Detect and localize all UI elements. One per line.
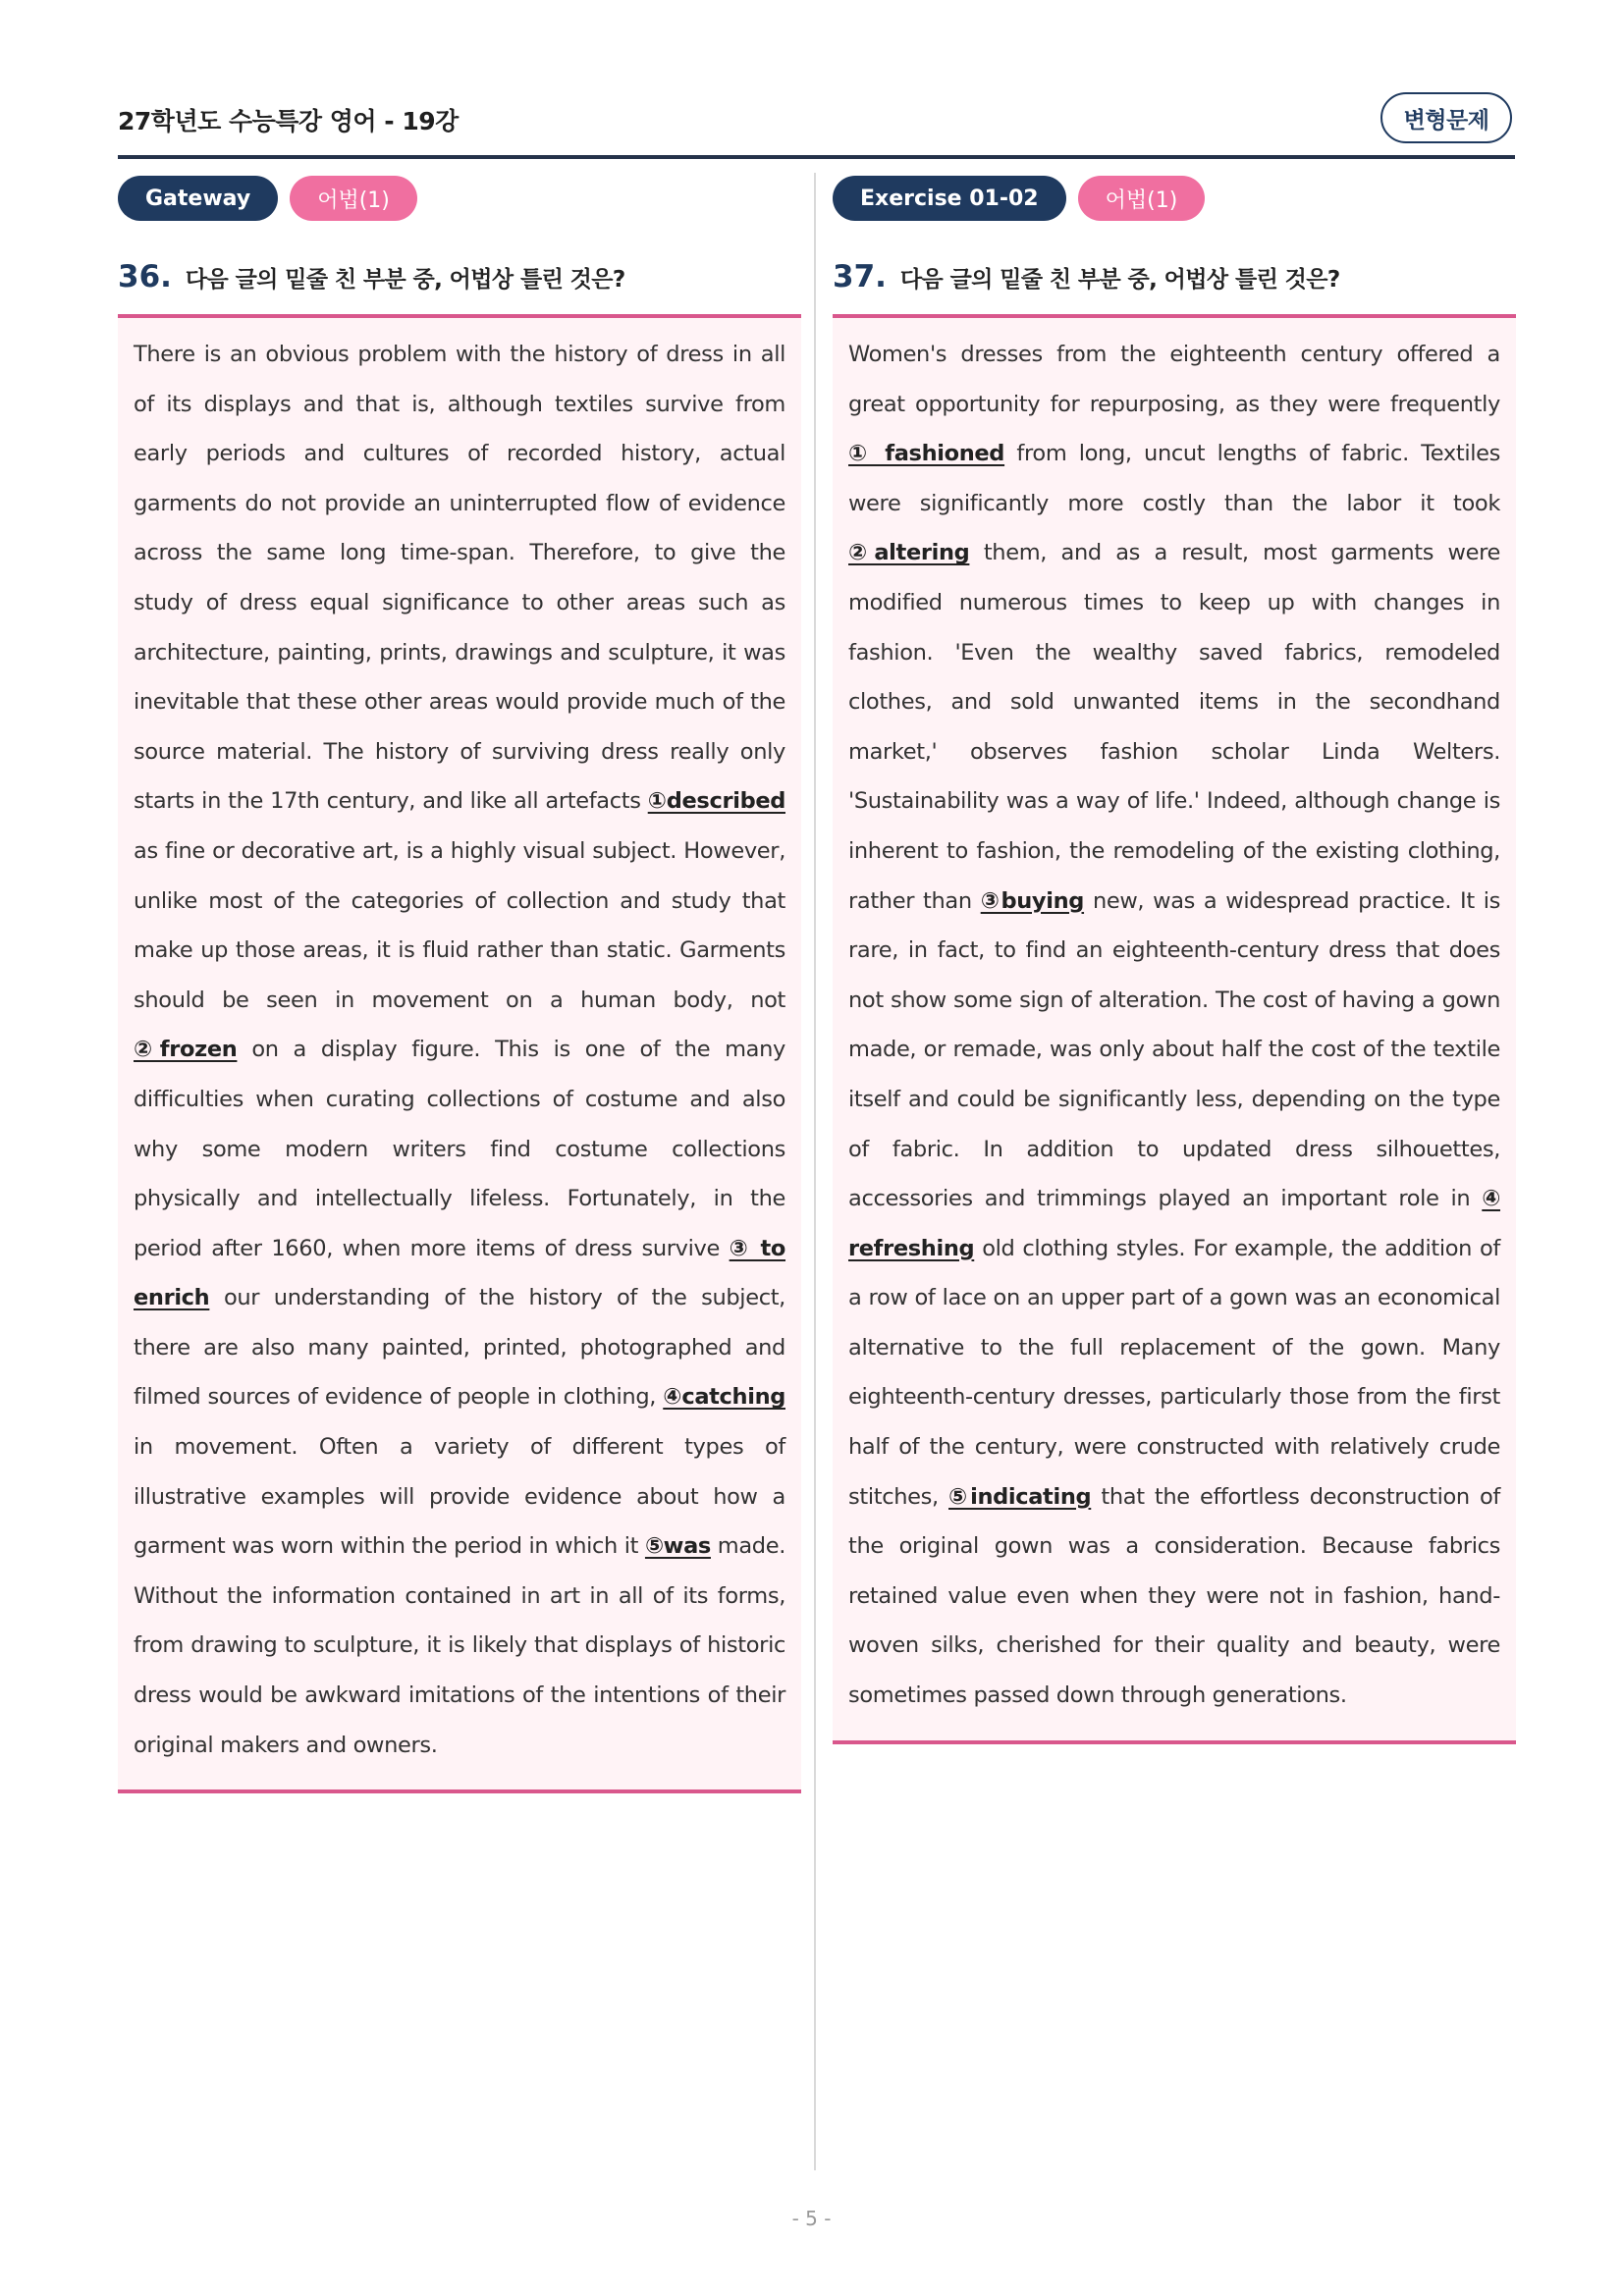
page-header-title: 27학년도 수능특강 영어 - 19강 bbox=[118, 107, 459, 135]
passage-text: old clothing styles. For example, the addition of a row of lace on an upper part of a gown was an economical alternative to the full replacement of the gown. Many eighteenth-century dresses, particularly those from the first half of the century, were constructed with relatively crude stitches, bbox=[848, 1235, 1500, 1510]
grammar-tag: 어법(1) bbox=[290, 176, 417, 221]
underlined-choice-5: ⑤was bbox=[644, 1533, 711, 1560]
grammar-tag: 어법(1) bbox=[1078, 176, 1206, 221]
passage-text: from long, uncut lengths of fabric. Textiles were significantly more costly than the labor it took bbox=[848, 441, 1500, 516]
underlined-choice-2: ②frozen bbox=[134, 1037, 238, 1063]
passage-text: new, was a widespread practice. It is rare, in fact, to find an eighteenth-century dress that does not show some sign of alteration. The cost of having a gown made, or remade, was only about half the cost of the textile itself and could be significantly less, depending on the type of fabric. In addition to updated dress silhouettes, accessories and trimmings played an important role in bbox=[848, 887, 1501, 1212]
passage-text: in movement. Often a variety of different types of illustrative examples will provide evidence about how a garment was worn within the period in which it bbox=[134, 1434, 785, 1560]
passage-text: them, and as a result, most garments were modified numerous times to keep up with changes in fashion. 'Even the wealthy saved fabrics, remodeled clothes, and sold unwanted items in the secondhand market,' observes fashion scholar Linda Welters. 'Sustainability was a way of life.' Indeed, although change is inherent to fashion, the remodeling of the existing clothing, rather than bbox=[848, 540, 1500, 914]
passage-text: as fine or decorative art, is a highly visual subject. However, unlike most of the categories of collection and study that make up those areas, it is fluid rather than static. Garments should be seen in movement on a human body, not bbox=[134, 837, 785, 1013]
underlined-choice-5: ⑤indicating bbox=[948, 1483, 1092, 1510]
passage-bottom-rule bbox=[833, 1740, 1516, 1744]
passage-text: that the effortless deconstruction of the original gown was a consideration. Because fabrics retained value even when they were not in fashion, hand-woven silks, cherished for their quality and beauty, were sometimes passed down through generations. bbox=[848, 1483, 1500, 1709]
question-number: 37. bbox=[833, 259, 887, 294]
question-line bbox=[833, 259, 1516, 298]
left-column bbox=[118, 175, 801, 1793]
variant-problem-badge: 변형문제 bbox=[1380, 92, 1512, 143]
right-column bbox=[833, 175, 1516, 1744]
question-number: 36. bbox=[118, 259, 172, 294]
underlined-choice-3: ③buying bbox=[980, 887, 1085, 914]
question-line bbox=[118, 259, 801, 298]
right-tags bbox=[833, 175, 1516, 222]
gateway-tag: Gateway bbox=[118, 176, 278, 221]
passage-text: our understanding of the history of the subject, there are also many painted, printed, photographed and filmed sources of evidence of people in clothing, bbox=[134, 1285, 785, 1411]
passage-36 bbox=[118, 318, 801, 1789]
passage-37 bbox=[833, 318, 1516, 1740]
passage-text: on a display figure. This is one of the many difficulties when curating collections of costume and also why some modern writers find costume collections physically and intellectually lifeless. Fortunately, in the period after 1660, when more items of dress survive bbox=[134, 1037, 785, 1261]
page-number: - 5 - bbox=[791, 2207, 832, 2230]
question-text: 다음 글의 밑줄 친 부분 중, 어법상 틀린 것은? bbox=[185, 267, 625, 293]
underlined-choice-4: ④ refreshing bbox=[848, 1186, 1500, 1261]
underlined-choice-3: ③ to enrich bbox=[134, 1235, 786, 1311]
underlined-choice-1: ① fashioned bbox=[848, 441, 1005, 467]
question-text: 다음 글의 밑줄 친 부분 중, 어법상 틀린 것은? bbox=[899, 267, 1340, 293]
column-divider bbox=[814, 173, 816, 2170]
underlined-choice-1: ①described bbox=[647, 788, 785, 815]
underlined-choice-4: ④catching bbox=[663, 1384, 785, 1411]
left-tags bbox=[118, 175, 801, 222]
passage-text: Women's dresses from the eighteenth century offered a great opportunity for repurposing, as they were frequently bbox=[848, 342, 1500, 417]
passage-text: made. Without the information contained in art in all of its forms, from drawing to sculpture, it is likely that displays of historic dress would be awkward imitations of the intentions of their original makers and owners. bbox=[134, 1533, 786, 1758]
passage-bottom-rule bbox=[118, 1789, 801, 1793]
exercise-tag: Exercise 01-02 bbox=[833, 176, 1066, 221]
header-rule bbox=[118, 155, 1515, 159]
passage-text: There is an obvious problem with the history of dress in all of its displays and that is, although textiles survive from early periods and cultures of recorded history, actual garments do not provide an uninterrupted flow of evidence across the same long time-span. Therefore, to give the study of dress equal significance to other areas such as architecture, painting, prints, drawings and sculpture, it was inevitable that these other areas would provide much of the source material. The history of surviving dress really only starts in the 17th century, and like all artefacts bbox=[134, 342, 785, 815]
underlined-choice-2: ②altering bbox=[848, 540, 970, 566]
